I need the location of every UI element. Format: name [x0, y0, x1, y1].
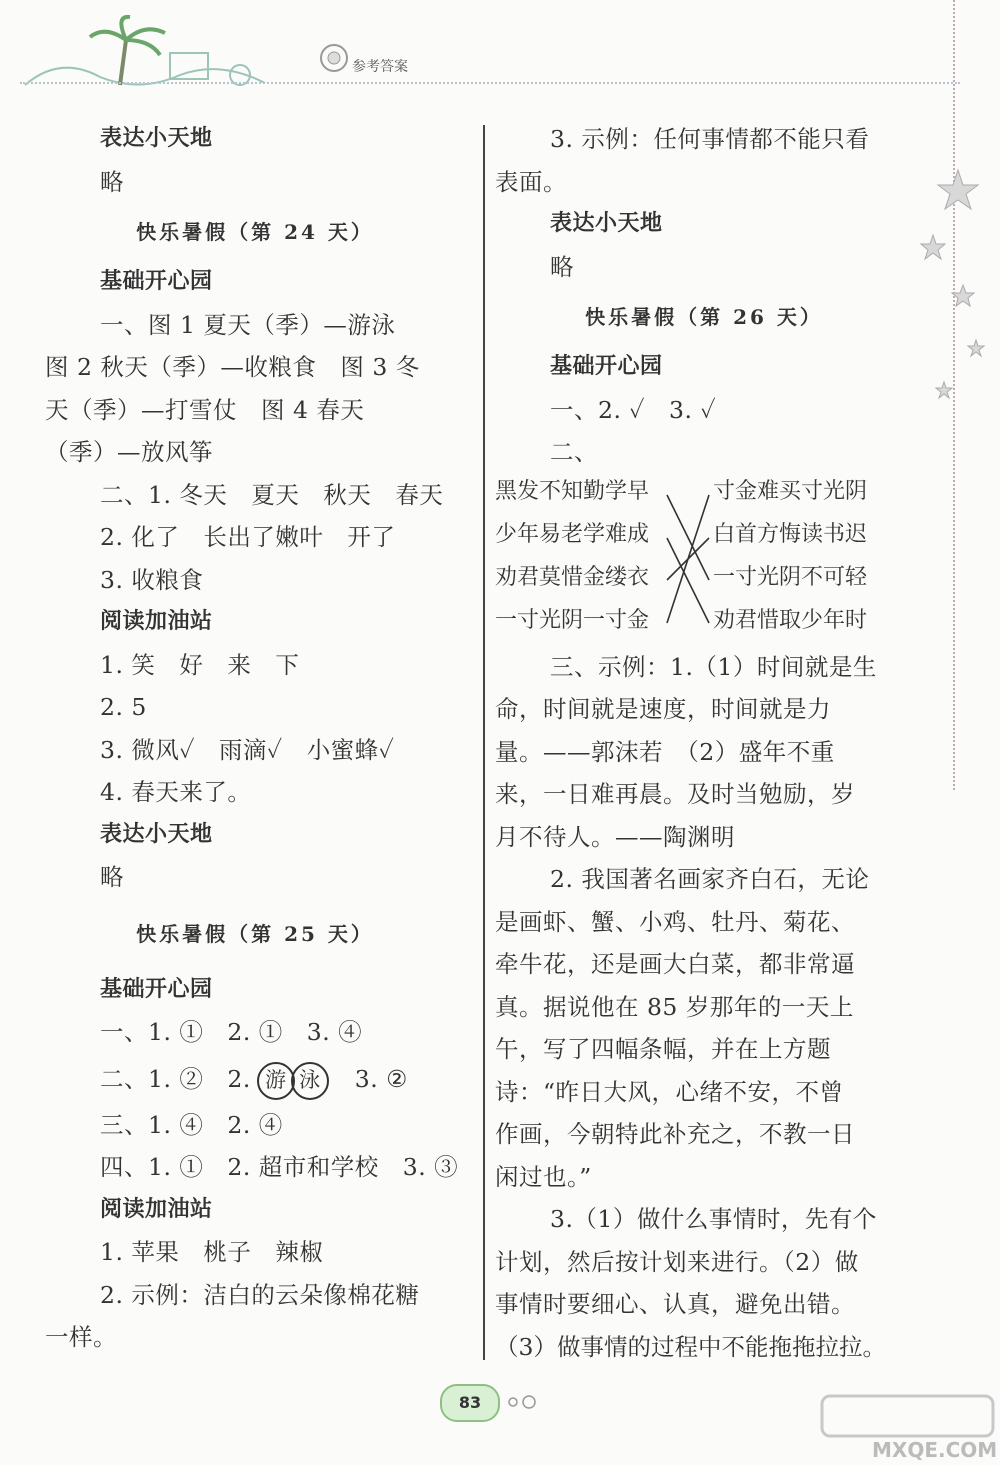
answer-line: 月不待人。——陶渊明 [495, 822, 735, 851]
answer-line: 3. 微风✓ 雨滴✓ 小蜜蜂✓ [100, 735, 395, 764]
answer-line: 二、 [550, 438, 598, 466]
emblem-icon [318, 42, 350, 74]
answer-line: 诗：“昨日大风，心绪不安，不曾 [495, 1077, 844, 1106]
answer-line: 1. 笑 好 来 下 [100, 650, 300, 679]
star-decoration [918, 160, 998, 420]
day-title: 快乐暑假（第 24 天） [136, 220, 374, 244]
answer-line: 闲过也。” [495, 1162, 592, 1191]
match-left-item: 劝君莫惜金缕衣 [495, 564, 650, 590]
answer-line: 计划，然后按计划来进行。（2）做 [495, 1247, 859, 1276]
answer-line: 一样。 [45, 1323, 117, 1351]
answer-line [45, 1054, 465, 1104]
section-heading: 表达小天地 [550, 211, 663, 236]
answer-line: 三、1. ④ 2. ④ [100, 1110, 283, 1139]
answer-text: 二、1. ② 2. [100, 1064, 251, 1093]
answer-line: 4. 春天来了。 [100, 778, 252, 806]
answer-line: 命，时间就是速度，时间就是力 [495, 695, 831, 723]
answer-line: 2. 5 [100, 693, 147, 721]
answer-line: 事情时要细心、认真，避免出错。 [495, 1290, 855, 1318]
answer-line: 一、1. ① 2. ① 3. ④ [100, 1018, 363, 1046]
answer-line: 一、2. ✓ 3. ✓ [550, 395, 717, 424]
section-heading: 表达小天地 [100, 821, 213, 847]
answer-line: 是画虾、蟹、小鸡、牡丹、菊花、 [495, 907, 855, 936]
answer-line: （季）—放风筝 [45, 438, 213, 466]
match-right-item: 白首方悔读书迟 [713, 521, 868, 547]
answer-line: 量。——郭沫若 （2）盛年不重 [495, 737, 835, 766]
answer-line: 3.（1）做什么事情时，先有个 [550, 1205, 877, 1233]
answer-line: 略 [100, 863, 124, 891]
answer-line: 牵牛花，还是画大白菜，都非常逼 [495, 950, 855, 978]
answer-line: 午，写了四幅条幅，并在上方题 [495, 1035, 831, 1063]
match-left-item: 黑发不知勤学早 [495, 478, 650, 504]
answer-line: 三、示例：1.（1）时间就是生 [550, 652, 877, 681]
section-heading: 阅读加油站 [100, 1196, 213, 1222]
answer-text: 3. ② [354, 1064, 408, 1093]
section-heading: 阅读加油站 [100, 609, 213, 634]
circled-char: 泳 [291, 1062, 329, 1100]
section-heading: 基础开心园 [550, 354, 663, 379]
answer-line: 表面。 [495, 167, 567, 196]
section-heading: 表达小天地 [100, 126, 213, 151]
palm-tree-decoration [20, 15, 270, 90]
column-divider [483, 125, 485, 1360]
left-column [45, 118, 465, 1359]
section-heading: 基础开心园 [100, 976, 213, 1002]
answer-line: 2. 示例：洁白的云朵像棉花糖 [100, 1280, 420, 1309]
right-column [495, 118, 913, 1368]
answer-line: 2. 化了 长出了嫩叶 开了 [100, 523, 396, 551]
answer-line: 略 [100, 167, 124, 196]
matching-exercise [495, 474, 913, 646]
answer-line: 1. 苹果 桃子 辣椒 [100, 1238, 324, 1266]
watermark-text: MXQE.COM [872, 1438, 998, 1462]
answer-line: 四、1. ① 2. 超市和学校 3. ③ [100, 1153, 459, 1181]
answer-line: 2. 我国著名画家齐白石，无论 [550, 865, 870, 893]
answer-line: 图 2 秋天（季）—收粮食 图 3 冬 [45, 353, 420, 381]
answer-line: 真。据说他在 85 岁那年的一天上 [495, 992, 854, 1021]
answer-line: 二、1. 冬天 夏天 秋天 春天 [100, 480, 444, 509]
answer-line: 3. 收粮食 [100, 565, 204, 594]
answer-line: 作画，今朝特此补充之，不教一日 [495, 1120, 855, 1148]
day-title: 快乐暑假（第 26 天） [585, 305, 823, 329]
circled-char: 游 [257, 1062, 295, 1100]
match-right-item: 寸金难买寸光阴 [713, 478, 868, 504]
answer-line: 天（季）—打雪仗 图 4 春天 [45, 395, 365, 424]
page-number: 83 [440, 1384, 500, 1422]
section-heading: 基础开心园 [100, 269, 213, 294]
day-title: 快乐暑假（第 25 天） [136, 921, 374, 946]
header-divider [20, 82, 960, 84]
answer-line: （3）做事情的过程中不能拖拖拉拉。 [495, 1332, 886, 1361]
header-label: 参考答案 [352, 59, 408, 75]
answer-line: 一、图 1 夏天（季）—游泳 [100, 310, 396, 339]
match-right-item: 劝君惜取少年时 [713, 607, 868, 633]
page-dots-decoration [505, 1390, 565, 1414]
match-right-item: 一寸光阴不可轻 [713, 564, 868, 590]
answer-line: 略 [550, 252, 574, 281]
answer-line: 来，一日难再晨。及时当勉励，岁 [495, 780, 855, 808]
match-left-item: 少年易老学难成 [495, 521, 650, 547]
answer-line: 3. 示例：任何事情都不能只看 [550, 125, 870, 153]
match-left-item: 一寸光阴一寸金 [495, 607, 650, 633]
